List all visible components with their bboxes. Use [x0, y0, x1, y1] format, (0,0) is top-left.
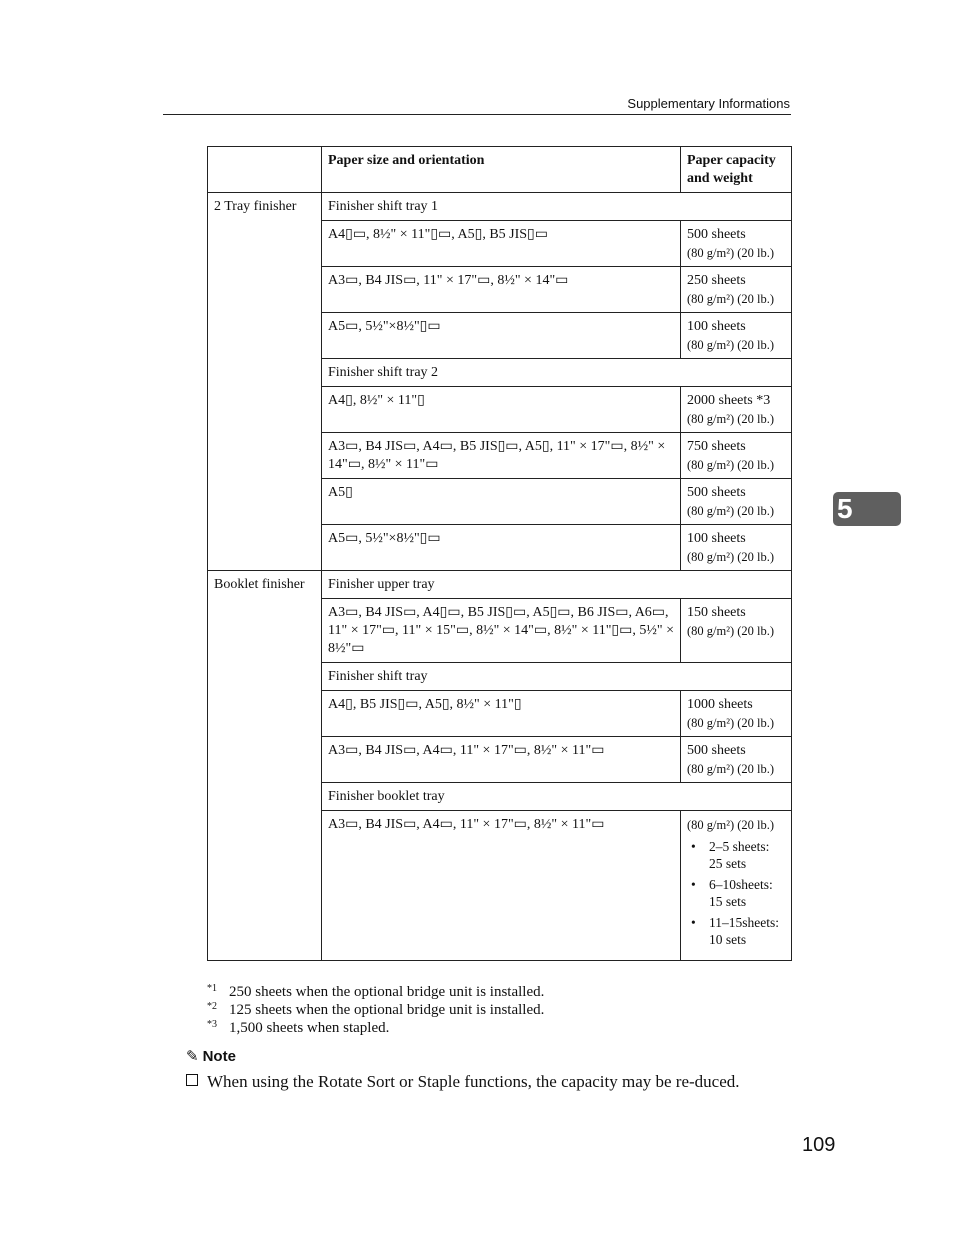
section-row	[208, 571, 792, 599]
paper-size-cell: A5▯	[322, 479, 681, 525]
list-item: • 2–5 sheets: 25 sets	[687, 838, 785, 872]
page-number: 109	[802, 1134, 836, 1156]
paper-size-cell: A3▭, B4 JIS▭, A4▭, 11" × 17"▭, 8½" × 11"▭	[322, 737, 681, 783]
list-item: • 6–10sheets: 15 sets	[687, 876, 785, 910]
footnote: *1 250 sheets when the optional bridge unit is installed.	[207, 983, 545, 1000]
checkbox-bullet-icon	[186, 1074, 198, 1086]
table-header-row	[208, 147, 792, 193]
capacity-cell	[681, 599, 792, 663]
chapter-tab	[833, 492, 901, 526]
paper-size-cell: A3▭, B4 JIS▭, 11" × 17"▭, 8½" × 14"▭	[322, 267, 681, 313]
sheet-capacity: 150 sheets	[687, 605, 746, 620]
section-title: Supplementary Informations	[627, 96, 790, 111]
finisher-name: 2 Tray finisher	[208, 193, 322, 571]
sheet-capacity: 500 sheets	[687, 227, 746, 242]
capacity-cell	[681, 479, 792, 525]
sheet-capacity: 500 sheets	[687, 485, 746, 500]
tray-title: Finisher shift tray	[322, 663, 792, 691]
paper-size-cell: A5▭, 5½"×8½"▯▭	[322, 525, 681, 571]
capacity-cell	[681, 691, 792, 737]
footnote: *3 1,500 sheets when stapled.	[207, 1019, 390, 1036]
list-item: • 11–15sheets: 10 sets	[687, 914, 785, 948]
footnotes	[207, 983, 544, 1037]
header-paper-size: Paper size and orientation	[322, 147, 681, 193]
paper-weight: (80 g/m²) (20 lb.)	[687, 818, 775, 832]
capacity-cell	[681, 811, 792, 961]
capacity-cell	[681, 525, 792, 571]
header-rule	[163, 114, 791, 115]
sheet-capacity: 250 sheets	[687, 273, 746, 288]
paper-weight: (80 g/m²) (20 lb.)	[687, 246, 775, 260]
paper-size-cell: A4▯, B5 JIS▯▭, A5▯, 8½" × 11"▯	[322, 691, 681, 737]
header-paper-capacity: Paper capacity and weight	[681, 147, 792, 193]
tray-title: Finisher upper tray	[322, 571, 792, 599]
note-text: When using the Rotate Sort or Staple functions, the capacity may be re-duced.	[207, 1072, 740, 1091]
sheet-capacity: 1000 sheets	[687, 697, 753, 712]
capacity-cell	[681, 221, 792, 267]
paper-weight: (80 g/m²) (20 lb.)	[687, 550, 775, 564]
paper-capacity-table	[207, 146, 792, 961]
note-heading	[186, 1047, 236, 1065]
pencil-icon: ✎	[186, 1047, 199, 1065]
header-cell-empty	[208, 147, 322, 193]
note-title: Note	[202, 1048, 236, 1065]
chapter-number: 5	[837, 493, 853, 524]
finisher-name: Booklet finisher	[208, 571, 322, 961]
paper-size-cell: A3▭, B4 JIS▭, A4▯▭, B5 JIS▯▭, A5▯▭, B6 JIS▭, A6▭, 11" × 17"▭, 11" × 15"▭, 8½" × 14"▭, 8½" × 11"▯▭, 5½" × 8½"▭	[322, 599, 681, 663]
sheet-capacity: 2000 sheets *3	[687, 393, 771, 408]
capacity-list	[687, 838, 785, 948]
capacity-cell	[681, 387, 792, 433]
paper-weight: (80 g/m²) (20 lb.)	[687, 504, 775, 518]
capacity-cell	[681, 313, 792, 359]
capacity-cell	[681, 267, 792, 313]
sheet-capacity: 100 sheets	[687, 531, 746, 546]
footnote-text: 250 sheets when the optional bridge unit is installed.	[229, 984, 545, 1000]
paper-size-cell: A4▯▭, 8½" × 11"▯▭, A5▯, B5 JIS▯▭	[322, 221, 681, 267]
note-item	[186, 1071, 791, 1092]
sheet-capacity: 750 sheets	[687, 439, 746, 454]
section-row	[208, 193, 792, 221]
tray-title: Finisher shift tray 2	[322, 359, 792, 387]
paper-weight: (80 g/m²) (20 lb.)	[687, 624, 775, 638]
sheet-capacity: 100 sheets	[687, 319, 746, 334]
paper-weight: (80 g/m²) (20 lb.)	[687, 762, 775, 776]
capacity-cell	[681, 433, 792, 479]
capacity-cell	[681, 737, 792, 783]
tray-title: Finisher shift tray 1	[322, 193, 792, 221]
footnote-text: 1,500 sheets when stapled.	[229, 1020, 390, 1036]
paper-size-cell: A3▭, B4 JIS▭, A4▭, B5 JIS▯▭, A5▯, 11" × 17"▭, 8½" × 14"▭, 8½" × 11"▭	[322, 433, 681, 479]
paper-weight: (80 g/m²) (20 lb.)	[687, 292, 775, 306]
paper-weight: (80 g/m²) (20 lb.)	[687, 716, 775, 730]
paper-size-cell: A4▯, 8½" × 11"▯	[322, 387, 681, 433]
paper-weight: (80 g/m²) (20 lb.)	[687, 338, 775, 352]
tray-title: Finisher booklet tray	[322, 783, 792, 811]
paper-size-cell: A3▭, B4 JIS▭, A4▭, 11" × 17"▭, 8½" × 11"▭	[322, 811, 681, 961]
footnote-text: 125 sheets when the optional bridge unit is installed.	[229, 1002, 545, 1018]
paper-size-cell: A5▭, 5½"×8½"▯▭	[322, 313, 681, 359]
paper-weight: (80 g/m²) (20 lb.)	[687, 412, 775, 426]
sheet-capacity: 500 sheets	[687, 743, 746, 758]
footnote: *2 125 sheets when the optional bridge unit is installed.	[207, 1001, 545, 1018]
paper-weight: (80 g/m²) (20 lb.)	[687, 458, 775, 472]
